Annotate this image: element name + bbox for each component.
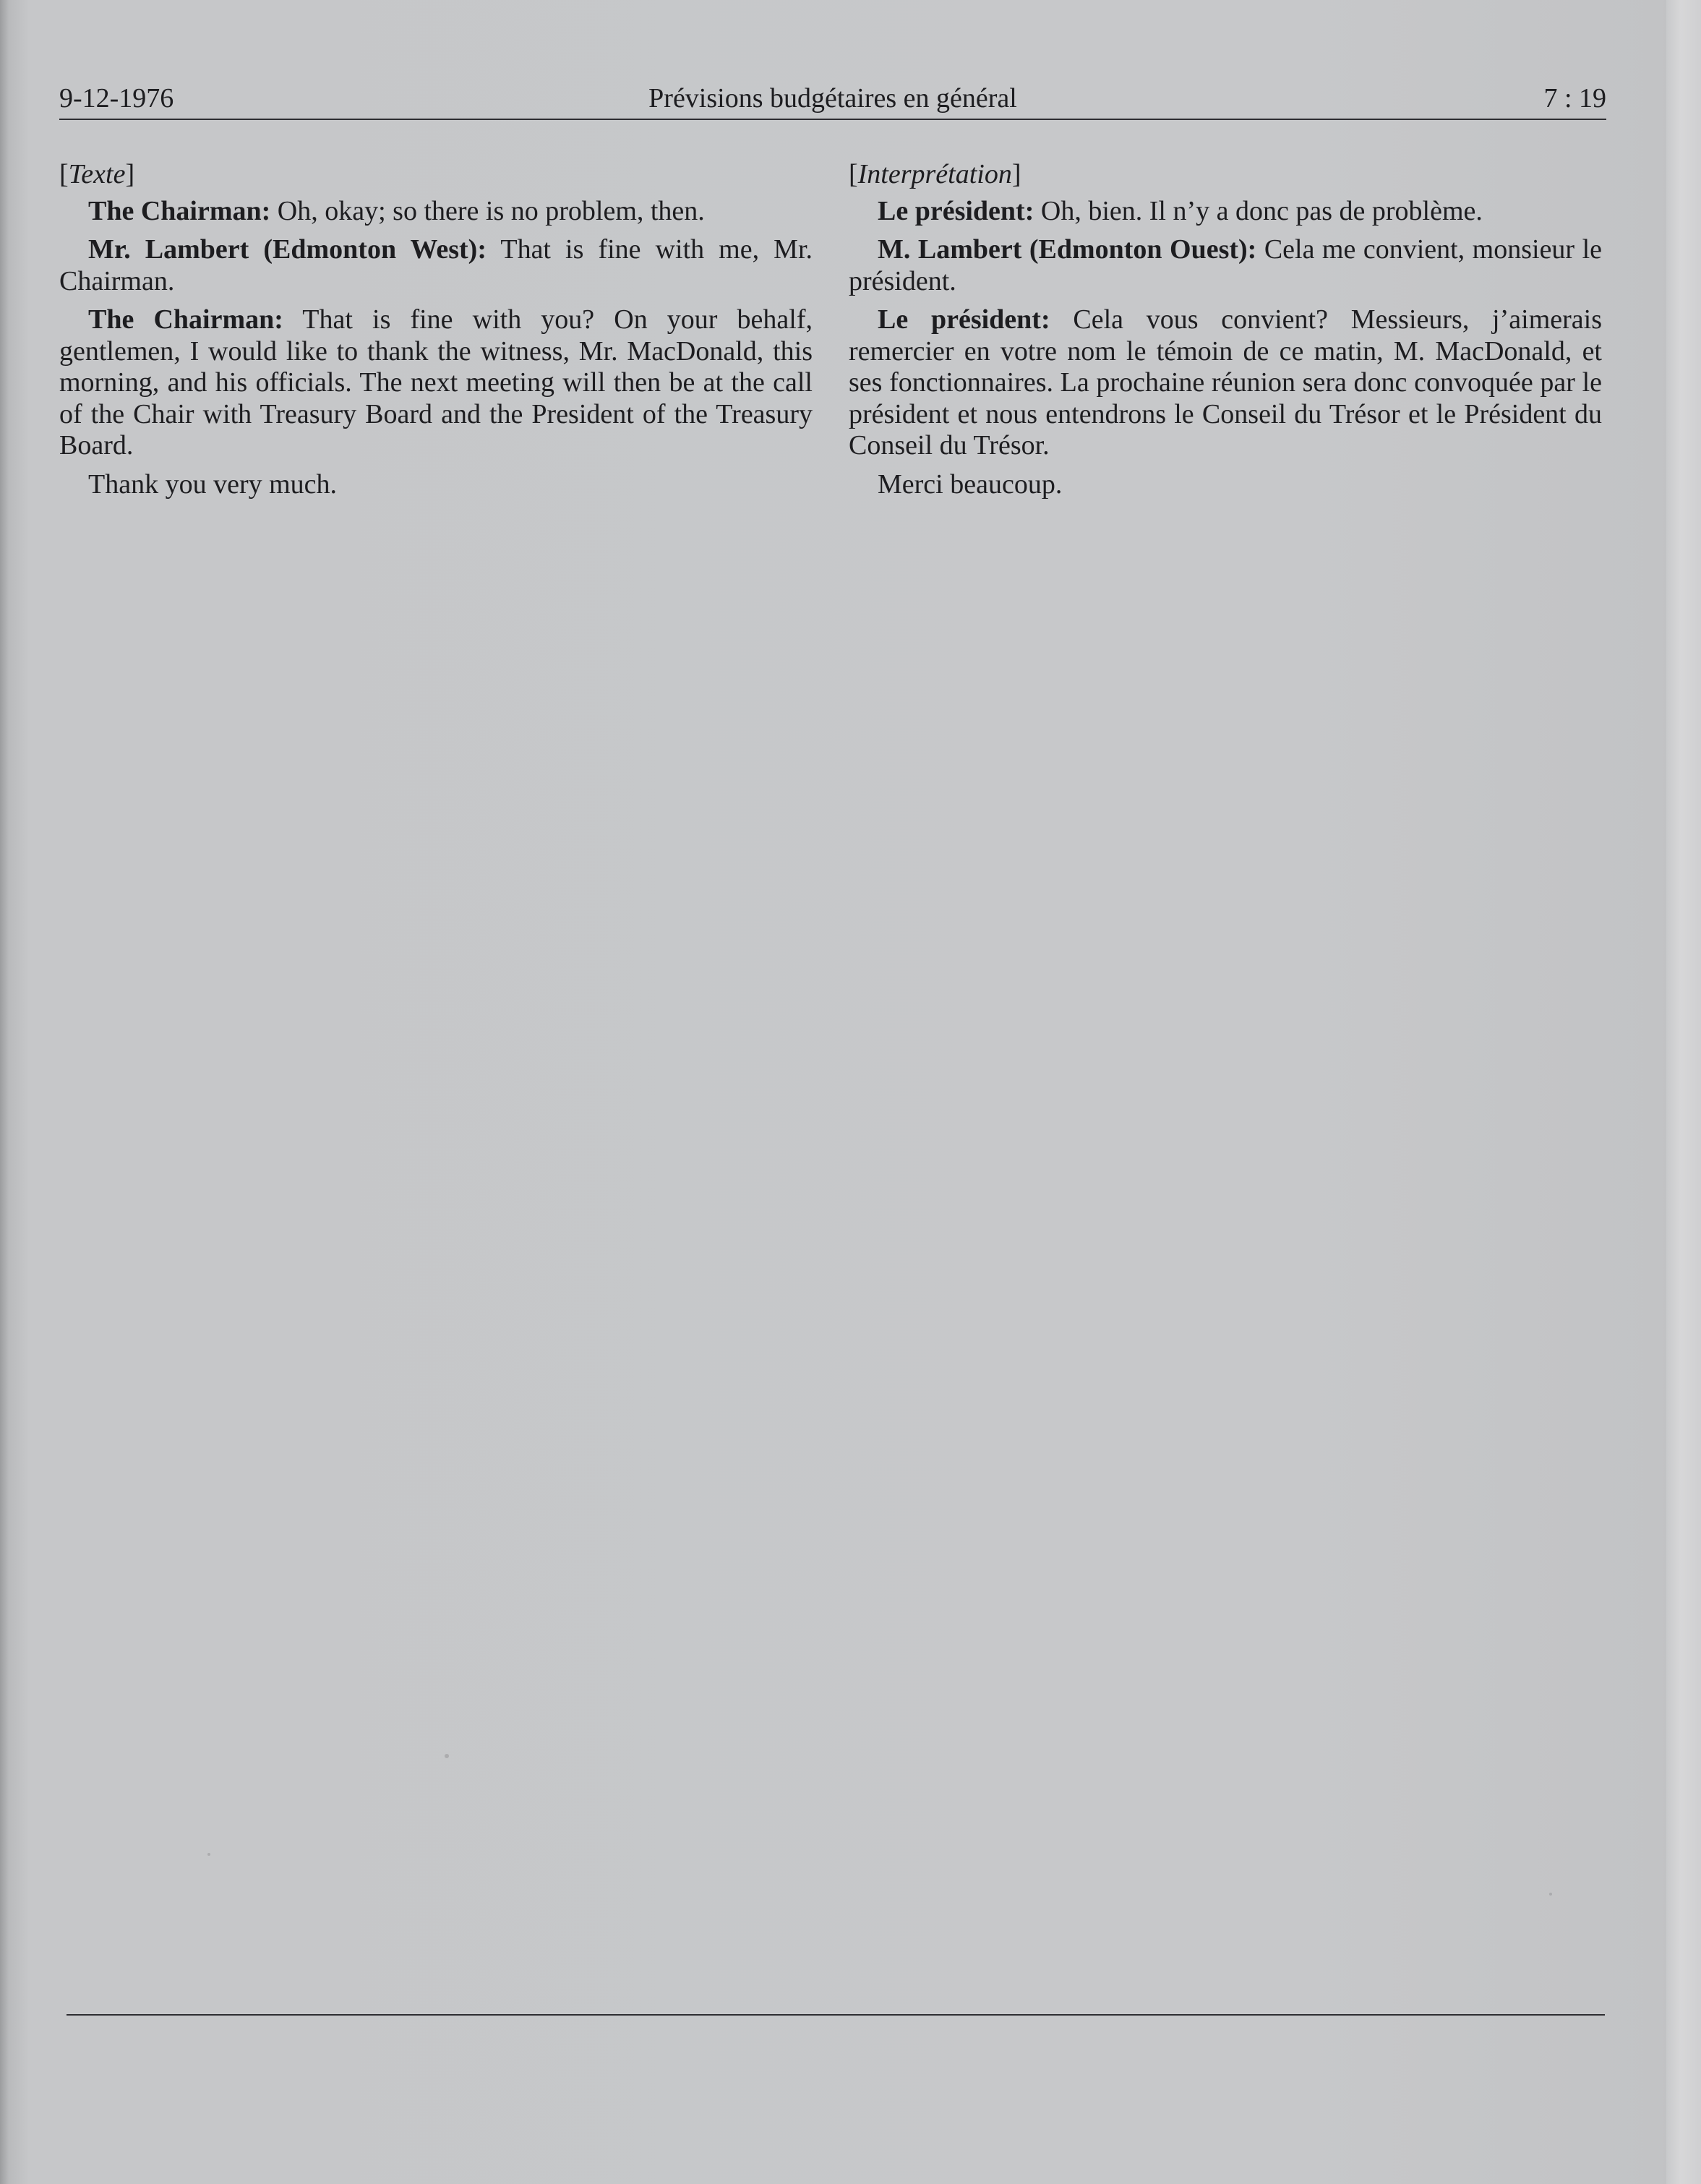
scan-speck (445, 1754, 449, 1758)
speech-text: Cela me convient, monsieur le président. (849, 234, 1602, 296)
speech-text: Cela vous convient? Messieurs, j’aimerais remercier en votre nom le témoin de ce matin, M. MacDonald, et ses fonctionnaires. La prochaine réunion sera donc convoquée par le président et nous entendrons le Conseil du Trésor et le Président du Conseil du Trésor. (849, 304, 1602, 461)
paragraph (849, 304, 1602, 462)
scan-speck (1549, 1893, 1552, 1896)
speaker-name: The Chairman: (88, 304, 283, 335)
footer-rule (67, 2014, 1605, 2016)
header-page-number: 7 : 19 (1543, 83, 1606, 114)
section-marker-label: Texte (68, 159, 126, 189)
paragraph (59, 304, 813, 462)
speaker-name: M. Lambert (Edmonton Ouest): (878, 234, 1257, 265)
speech-text: Thank you very much. (88, 468, 338, 500)
speaker-name: Le président: (878, 304, 1050, 335)
speech-text: Oh, okay; so there is no problem, then. (270, 195, 705, 226)
speaker-name: The Chairman: (88, 195, 271, 226)
paragraph (59, 234, 813, 297)
paragraph (59, 196, 813, 228)
speech-text: Merci beaucoup. (878, 468, 1063, 500)
paragraph (59, 469, 813, 501)
french-column (849, 159, 1602, 508)
running-header (59, 78, 1606, 121)
paragraph (849, 469, 1602, 501)
paragraph (849, 234, 1602, 297)
speech-text: That is fine with you? On your behalf, gentlemen, I would like to thank the witness, Mr. MacDonald, this morning, and his officials. The next meeting will then be at the call of the Chair with Treasury Board and the President of the Treasury Board. (59, 304, 813, 461)
section-marker: [Interprétation] (849, 159, 1021, 189)
section-marker-label: Interprétation (857, 159, 1012, 189)
scan-speck (207, 1853, 210, 1856)
header-rule (59, 119, 1606, 120)
speech-text: That is fine with me, Mr. Chairman. (59, 234, 813, 296)
speech-text: Oh, bien. Il n’y a donc pas de problème. (1034, 195, 1483, 226)
speaker-name: Le président: (878, 195, 1034, 226)
header-title: Prévisions budgétaires en général (648, 83, 1017, 114)
header-date: 9-12-1976 (59, 83, 174, 114)
speaker-name: Mr. Lambert (Edmonton West): (88, 234, 487, 265)
english-column (59, 159, 813, 508)
paragraph (849, 196, 1602, 228)
page-edge-shadow (1666, 0, 1701, 2184)
section-marker: [Texte] (59, 159, 135, 189)
